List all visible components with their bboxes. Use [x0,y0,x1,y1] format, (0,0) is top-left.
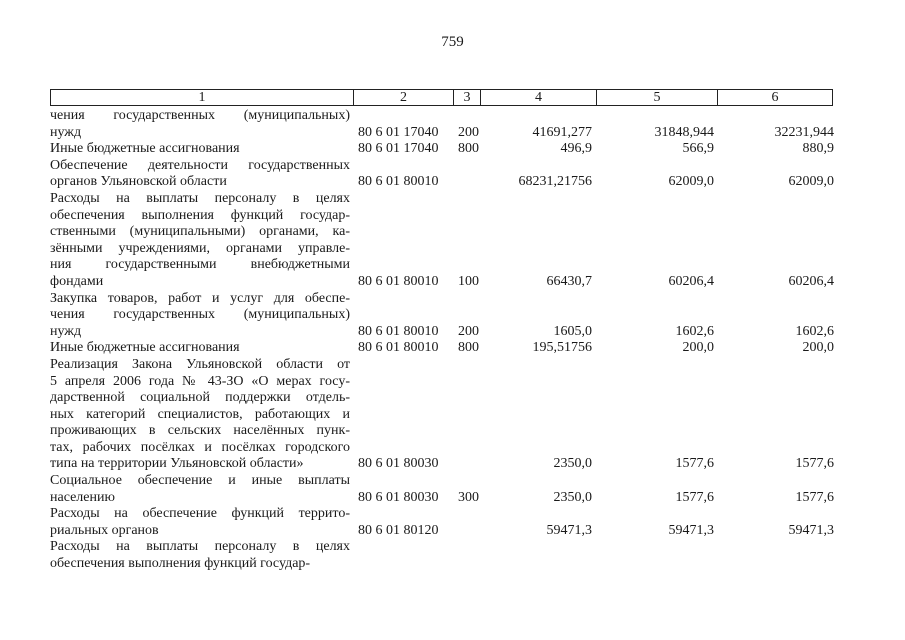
row-code: 80 6 01 80030 [358,489,439,505]
row-type: 800 [458,141,479,157]
row-name-line: нужд [50,323,82,339]
row-values [50,274,840,291]
row-value-2020: 1605,0 [553,323,592,339]
row-code: 80 6 01 80010 [358,174,439,190]
row-values [50,174,840,191]
row-name-line: обеспечения выполнения функций государ- [50,207,350,223]
row-value-2021: 31848,944 [654,124,714,140]
table-row [50,473,840,506]
row-value-2020: 41691,277 [532,124,592,140]
row-value-2022: 60206,4 [788,273,834,289]
header-col-3: 3 [454,90,481,105]
row-code: 80 6 01 80010 [358,273,439,289]
row-value-2022: 1577,6 [795,456,834,472]
table-row [50,291,840,341]
row-values [50,456,840,473]
row-value-2022: 32231,944 [774,124,834,140]
header-col-5: 5 [597,90,718,105]
row-name-line: тах, рабочих посёлках и посёлках городского [50,439,350,455]
row-value-2021: 1577,6 [675,489,714,505]
row-value-2022: 59471,3 [788,522,834,538]
table-row [50,506,840,539]
row-name-line: фондами [50,273,104,289]
row-name-line: типа на территории Ульяновской области» [50,456,304,472]
row-type: 200 [458,124,479,140]
row-name-line: ных категорий специалистов, работающих и [50,406,350,422]
row-values [50,340,840,357]
row-value-2022: 1577,6 [795,489,834,505]
row-value-2020: 59471,3 [546,522,592,538]
row-type: 200 [458,323,479,339]
row-values [50,141,840,158]
row-name-line: Расходы на выплаты персоналу в целях [50,190,350,206]
row-code: 80 6 01 80010 [358,340,439,356]
row-value-2021: 62009,0 [668,174,714,190]
row-value-2022: 200,0 [802,340,834,356]
row-values [50,324,840,341]
row-name-line: чения государственных (муниципальных) [50,108,350,123]
table-row [50,158,840,191]
row-value-2020: 496,9 [560,141,592,157]
row-code: 80 6 01 80010 [358,323,439,339]
table-row [50,539,840,572]
row-value-2022: 880,9 [802,141,834,157]
row-values [50,556,840,573]
row-name-line: Иные бюджетные ассигнования [50,340,240,356]
row-code: 80 6 01 80120 [358,522,439,538]
row-code: 80 6 01 17040 [358,141,439,157]
row-value-2020: 66430,7 [546,273,592,289]
row-value-2020: 195,51756 [532,340,592,356]
row-name-line: Социальное обеспечение и иные выплаты [50,473,350,489]
row-name-line: риальных органов [50,522,159,538]
table-row [50,141,840,158]
table-row [50,357,840,473]
row-value-2021: 59471,3 [668,522,714,538]
row-value-2022: 1602,6 [795,323,834,339]
row-name-line: нужд [50,124,82,140]
row-code: 80 6 01 80030 [358,456,439,472]
header-col-1: 1 [51,90,354,105]
row-value-2020: 2350,0 [553,456,592,472]
row-values [50,125,840,142]
row-name-line: ственными (муниципальными) органами, ка- [50,224,350,240]
row-name-line: населению [50,489,115,505]
row-name-line: обеспечения выполнения функций государ- [50,556,311,572]
row-value-2020: 2350,0 [553,489,592,505]
row-value-2022: 62009,0 [788,174,834,190]
table-row [50,191,840,291]
header-col-6: 6 [771,90,779,105]
row-name-line: дарственной социальной поддержки отдель- [50,390,350,406]
row-name-line: Закупка товаров, работ и услуг для обеспе- [50,290,350,306]
row-values [50,490,840,507]
row-name-line: зёнными учреждениями, органами управле- [50,240,350,256]
row-type: 300 [458,489,479,505]
row-name-line: Расходы на обеспечение функций террито- [50,506,350,522]
header-col-2: 2 [354,90,454,105]
row-name-line: Реализация Закона Ульяновской области от [50,356,350,372]
row-name-line: проживающих в сельских населённых пунк- [50,423,350,439]
row-name-line: Иные бюджетные ассигнования [50,141,240,157]
table-header [50,89,833,106]
row-value-2021: 60206,4 [668,273,714,289]
table-body [50,108,840,573]
row-value-2021: 1602,6 [675,323,714,339]
table-row [50,340,840,357]
row-value-2021: 1577,6 [675,456,714,472]
row-name-line: чения государственных (муниципальных) [50,307,350,323]
row-value-2021: 200,0 [682,340,714,356]
row-name-line: Обеспечение деятельности государственных [50,157,350,173]
table-row [50,108,840,141]
row-values [50,523,840,540]
row-value-2020: 68231,21756 [518,174,592,190]
row-name-line: Расходы на выплаты персоналу в целях [50,539,350,555]
row-type: 800 [458,340,479,356]
header-col-4: 4 [481,90,597,105]
row-name-line: органов Ульяновской области [50,174,227,190]
page-number: 759 [441,34,464,50]
row-name-line: ния государственными внебюджетными [50,257,350,273]
row-type: 100 [458,273,479,289]
row-code: 80 6 01 17040 [358,124,439,140]
row-value-2021: 566,9 [682,141,714,157]
row-name-line: 5 апреля 2006 года № 43-ЗО «О мерах госу- [50,373,350,389]
